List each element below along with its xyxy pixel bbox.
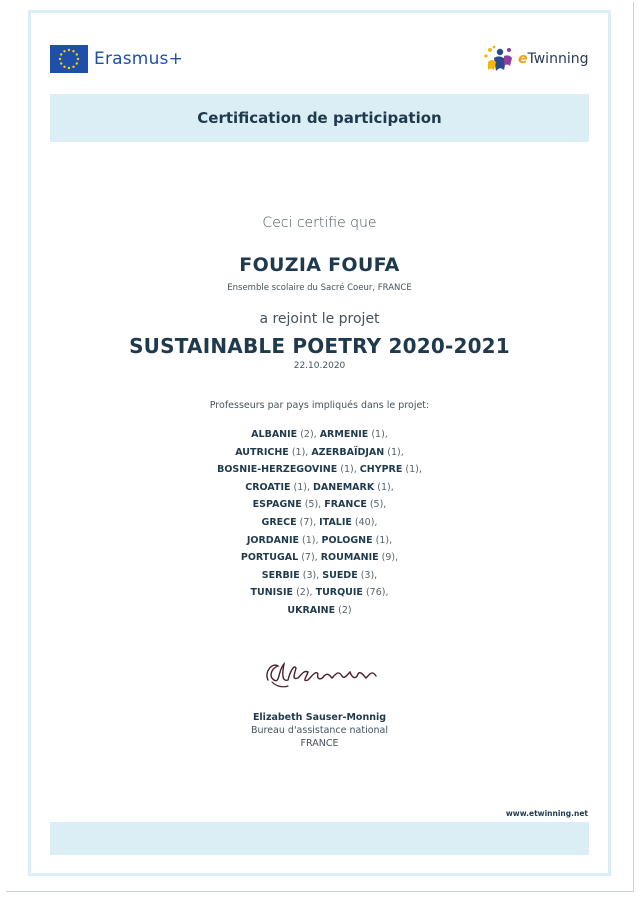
etwinning-logo-text: eTwinning — [518, 51, 589, 67]
country-name: UKRAINE — [287, 604, 336, 616]
country-count: (1), — [293, 481, 311, 493]
etwinning-mark-icon — [482, 44, 516, 74]
country-count: (40), — [354, 516, 378, 528]
country-line — [50, 461, 589, 479]
country-line — [50, 479, 589, 497]
country-name: DANEMARK — [313, 481, 375, 493]
country-count: (1), — [340, 464, 357, 476]
country-name: ALBANIE — [251, 429, 298, 440]
country-line — [50, 426, 589, 444]
school-name: Ensemble scolaire du Sacré Coeur, FRANCE — [227, 283, 412, 293]
country-line — [50, 602, 589, 620]
country-count: (1), — [302, 534, 319, 546]
country-line — [50, 532, 589, 550]
signer-role: Bureau d'assistance national — [250, 725, 389, 736]
erasmus-plus-logo — [50, 44, 183, 74]
country-name: ESPAGNE — [252, 499, 302, 511]
country-list — [50, 426, 589, 620]
country-name: SERBIE — [261, 569, 300, 581]
intro-text: Ceci certifie que — [262, 215, 377, 231]
country-count: (3), — [360, 569, 378, 581]
country-count: (1), — [291, 446, 309, 458]
country-name: POLOGNE — [321, 534, 373, 546]
country-count: (9), — [381, 552, 399, 564]
eu-flag-icon — [50, 45, 88, 73]
country-line — [50, 549, 589, 567]
footer-band — [50, 822, 589, 855]
recipient-name: FOUZIA FOUFA — [239, 254, 400, 276]
country-line — [50, 514, 589, 532]
country-count: (1), — [371, 429, 388, 440]
country-name: JORDANIE — [246, 534, 299, 546]
country-count: (1), — [377, 481, 394, 493]
country-count: (1), — [405, 464, 422, 476]
country-count: (76), — [365, 587, 389, 599]
country-name: AZERBAÏDJAN — [311, 446, 385, 458]
country-name: CROATIE — [245, 481, 291, 493]
title-band — [50, 94, 589, 142]
joined-text: a rejoint le projet — [259, 311, 380, 327]
country-count: (7), — [301, 552, 318, 564]
country-name: CHYPRE — [359, 464, 403, 476]
country-count: (7), — [299, 516, 317, 528]
country-name: AUTRICHE — [235, 446, 289, 458]
country-line — [50, 584, 589, 602]
country-count: (1), — [387, 446, 404, 458]
country-line — [50, 496, 589, 514]
erasmus-logo-text: Erasmus+ — [94, 49, 184, 69]
website-link[interactable]: www.etwinning.net — [505, 809, 588, 818]
teachers-label: Professeurs par pays impliqués dans le projet: — [209, 400, 430, 411]
country-name: GRECE — [261, 516, 297, 528]
certificate-title: Certification de participation — [197, 109, 442, 127]
country-name: ROUMANIE — [320, 552, 379, 564]
etwinning-logo — [482, 44, 588, 74]
signer-country: FRANCE — [300, 738, 339, 749]
country-count: (2), — [296, 587, 313, 599]
country-name: ARMENIE — [319, 429, 369, 440]
signature-image — [258, 650, 384, 694]
country-count: (2), — [300, 429, 317, 440]
project-date: 22.10.2020 — [293, 361, 346, 371]
country-name: TURQUIE — [315, 587, 363, 599]
country-name: PORTUGAL — [240, 552, 299, 564]
project-name: SUSTAINABLE POETRY 2020-2021 — [129, 334, 510, 358]
country-line — [50, 567, 589, 585]
country-name: BOSNIE-HERZEGOVINE — [217, 464, 338, 476]
country-name: ITALIE — [319, 516, 352, 528]
country-count: (1), — [375, 534, 393, 546]
country-name: SUEDE — [322, 569, 358, 581]
country-count: (5), — [304, 499, 322, 511]
country-name: FRANCE — [324, 499, 367, 511]
country-count: (5), — [369, 499, 387, 511]
country-line — [50, 444, 589, 462]
signer-name: Elizabeth Sauser-Monnig — [252, 712, 387, 723]
country-count: (2) — [338, 604, 352, 616]
country-name: TUNISIE — [250, 587, 294, 599]
country-count: (3), — [302, 569, 320, 581]
